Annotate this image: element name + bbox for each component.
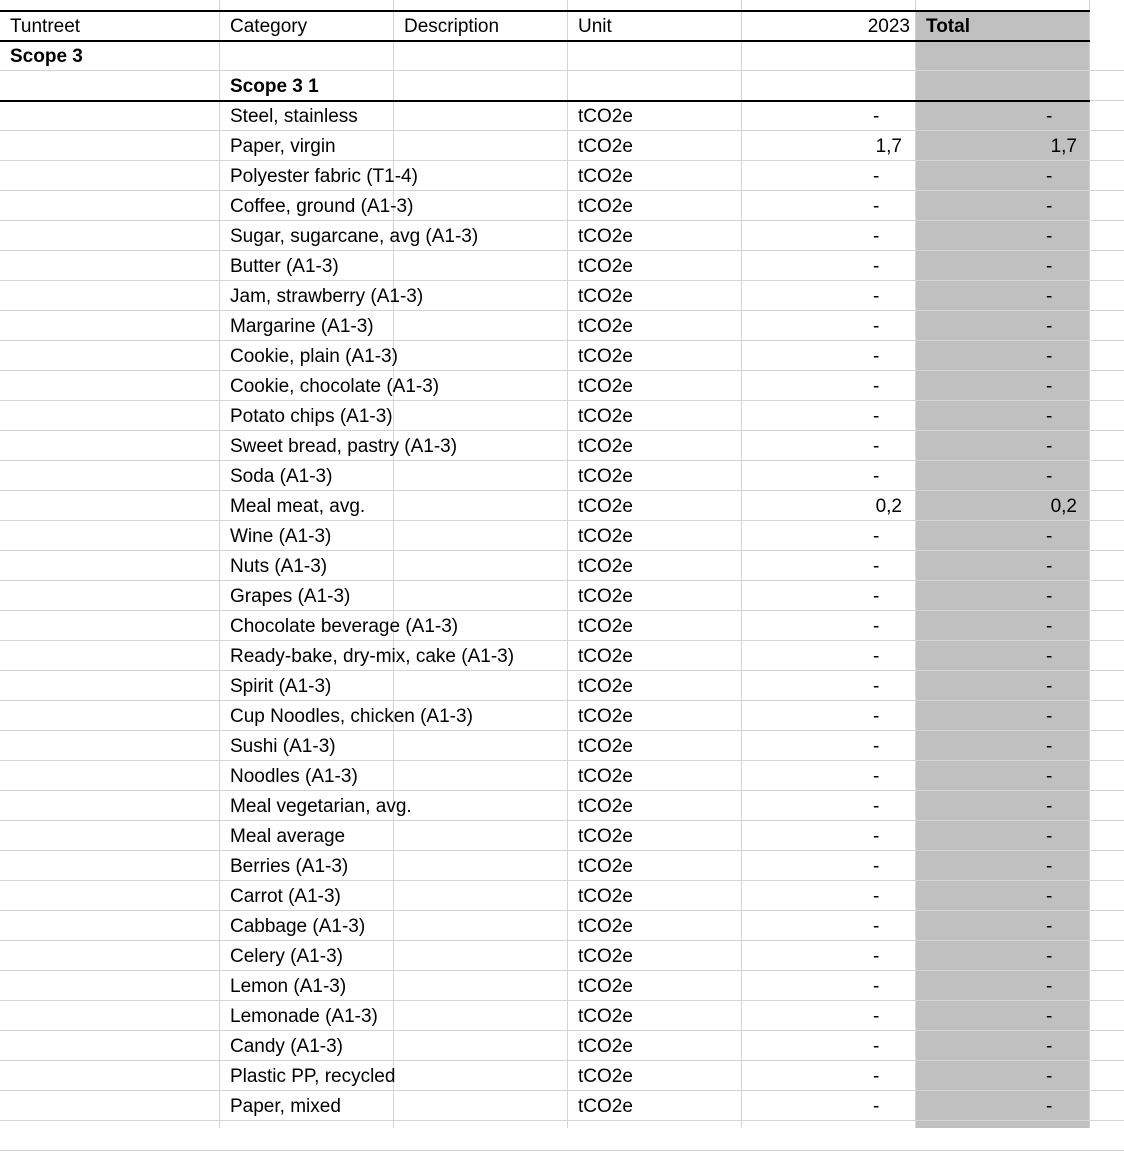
year-cell[interactable]: 0,2 [875, 496, 902, 517]
unit-cell[interactable]: tCO2e [578, 196, 633, 217]
table-row [0, 162, 1124, 192]
table-row [0, 1062, 1124, 1092]
table-row [0, 1002, 1124, 1032]
unit-cell[interactable]: tCO2e [578, 1006, 633, 1027]
total-cell[interactable]: - [1046, 466, 1053, 487]
year-cell[interactable]: - [873, 616, 880, 637]
year-cell[interactable]: - [873, 556, 880, 577]
table-row [0, 522, 1124, 552]
year-cell[interactable]: - [873, 976, 880, 997]
total-cell[interactable]: - [1046, 886, 1053, 907]
table-row [0, 942, 1124, 972]
category-cell[interactable]: Steel, stainless [230, 106, 358, 127]
unit-cell[interactable]: tCO2e [578, 106, 633, 127]
year-cell[interactable]: - [873, 826, 880, 847]
category-cell[interactable]: Sweet bread, pastry (A1-3) [230, 436, 458, 457]
header-bottom-border [0, 40, 1090, 42]
category-cell[interactable]: Lemon (A1-3) [230, 976, 347, 997]
year-cell[interactable]: - [873, 316, 880, 337]
header-row [0, 12, 1124, 42]
total-cell[interactable]: - [1046, 856, 1053, 877]
unit-cell[interactable]: tCO2e [578, 976, 633, 997]
year-cell[interactable]: - [873, 346, 880, 367]
scope-label[interactable]: Scope 3 [10, 46, 83, 67]
table-row [0, 312, 1124, 342]
table-row [0, 762, 1124, 792]
category-cell[interactable]: Cookie, plain (A1-3) [230, 346, 398, 367]
header-unit[interactable]: Unit [578, 16, 612, 37]
total-cell[interactable]: - [1046, 616, 1053, 637]
total-cell[interactable]: - [1046, 586, 1053, 607]
category-cell[interactable]: Candy (A1-3) [230, 1036, 343, 1057]
year-cell[interactable]: - [873, 196, 880, 217]
total-cell[interactable]: - [1046, 106, 1053, 127]
total-cell[interactable]: - [1046, 676, 1053, 697]
table-row [0, 492, 1124, 522]
year-cell[interactable]: - [873, 706, 880, 727]
total-cell[interactable]: 0,2 [1050, 496, 1077, 517]
total-cell[interactable]: - [1046, 1096, 1053, 1117]
table-row [0, 912, 1124, 942]
year-cell[interactable]: - [873, 466, 880, 487]
unit-cell[interactable]: tCO2e [578, 226, 633, 247]
category-cell[interactable]: Celery (A1-3) [230, 946, 343, 967]
category-cell[interactable]: Lemonade (A1-3) [230, 1006, 378, 1027]
total-cell[interactable]: - [1046, 526, 1053, 547]
table-row [0, 372, 1124, 402]
unit-cell[interactable]: tCO2e [578, 496, 633, 517]
year-cell[interactable]: - [873, 166, 880, 187]
unit-cell[interactable]: tCO2e [578, 676, 633, 697]
table-row [0, 582, 1124, 612]
category-cell[interactable]: Grapes (A1-3) [230, 586, 351, 607]
unit-cell[interactable]: tCO2e [578, 286, 633, 307]
unit-cell[interactable]: tCO2e [578, 826, 633, 847]
category-cell[interactable]: Wine (A1-3) [230, 526, 332, 547]
year-cell[interactable]: - [873, 376, 880, 397]
total-cell[interactable]: - [1046, 1006, 1053, 1027]
group-bottom-border [0, 100, 1090, 102]
year-cell[interactable]: - [873, 676, 880, 697]
total-cell[interactable]: - [1046, 316, 1053, 337]
unit-cell[interactable]: tCO2e [578, 646, 633, 667]
year-cell[interactable]: - [873, 286, 880, 307]
unit-cell[interactable]: tCO2e [578, 556, 633, 577]
category-cell[interactable]: Spirit (A1-3) [230, 676, 332, 697]
header-tuntreet[interactable]: Tuntreet [10, 16, 81, 37]
year-cell[interactable]: - [873, 256, 880, 277]
total-cell[interactable]: - [1046, 706, 1053, 727]
table-row [0, 102, 1124, 132]
category-cell[interactable]: Carrot (A1-3) [230, 886, 341, 907]
total-cell[interactable]: - [1046, 736, 1053, 757]
total-cell[interactable]: - [1046, 1066, 1053, 1087]
table-row [0, 132, 1124, 162]
unit-cell[interactable]: tCO2e [578, 346, 633, 367]
total-cell[interactable]: - [1046, 556, 1053, 577]
category-cell[interactable]: Ready-bake, dry-mix, cake (A1-3) [230, 646, 515, 667]
year-cell[interactable]: - [873, 796, 880, 817]
year-cell[interactable]: - [873, 436, 880, 457]
header-description[interactable]: Description [404, 16, 500, 37]
total-cell[interactable]: - [1046, 226, 1053, 247]
table-row [0, 972, 1124, 1002]
year-cell[interactable]: - [873, 886, 880, 907]
unit-cell[interactable]: tCO2e [578, 1096, 633, 1117]
table-row [0, 612, 1124, 642]
unit-cell[interactable]: tCO2e [578, 766, 633, 787]
group-row [0, 72, 1124, 102]
category-cell[interactable]: Noodles (A1-3) [230, 766, 358, 787]
category-cell[interactable]: Paper, mixed [230, 1096, 341, 1117]
table-row [0, 702, 1124, 732]
year-cell[interactable]: - [873, 646, 880, 667]
year-cell[interactable]: - [873, 586, 880, 607]
category-cell[interactable]: Chocolate beverage (A1-3) [230, 616, 459, 637]
year-cell[interactable]: - [873, 406, 880, 427]
table-row [0, 402, 1124, 432]
table-row [0, 882, 1124, 912]
table-row [0, 462, 1124, 492]
category-cell[interactable]: Meal vegetarian, avg. [230, 796, 412, 817]
year-cell[interactable]: - [873, 1066, 880, 1087]
unit-cell[interactable]: tCO2e [578, 796, 633, 817]
year-cell[interactable]: - [873, 1036, 880, 1057]
total-cell[interactable]: - [1046, 286, 1053, 307]
total-cell[interactable]: - [1046, 406, 1053, 427]
unit-cell[interactable]: tCO2e [578, 706, 633, 727]
year-cell[interactable]: - [873, 526, 880, 547]
category-cell[interactable]: Cup Noodles, chicken (A1-3) [230, 706, 473, 727]
table-row [0, 552, 1124, 582]
table-row [0, 1032, 1124, 1062]
unit-cell[interactable]: tCO2e [578, 376, 633, 397]
unit-cell[interactable]: tCO2e [578, 466, 633, 487]
unit-cell[interactable]: tCO2e [578, 316, 633, 337]
category-cell[interactable]: Margarine (A1-3) [230, 316, 374, 337]
total-cell[interactable]: - [1046, 826, 1053, 847]
group-label[interactable]: Scope 3 1 [230, 76, 319, 97]
category-cell[interactable]: Soda (A1-3) [230, 466, 333, 487]
unit-cell[interactable]: tCO2e [578, 166, 633, 187]
unit-cell[interactable]: tCO2e [578, 256, 633, 277]
table-row [0, 222, 1124, 252]
total-cell[interactable]: - [1046, 916, 1053, 937]
header-year[interactable]: 2023 [867, 16, 910, 37]
year-cell[interactable]: - [873, 916, 880, 937]
year-cell[interactable]: - [873, 946, 880, 967]
total-cell[interactable]: - [1046, 436, 1053, 457]
year-cell[interactable]: - [873, 736, 880, 757]
total-cell[interactable]: - [1046, 166, 1053, 187]
category-cell[interactable]: Cabbage (A1-3) [230, 916, 366, 937]
table-row [0, 282, 1124, 312]
header-total[interactable]: Total [926, 16, 970, 37]
unit-cell[interactable]: tCO2e [578, 436, 633, 457]
category-cell[interactable]: Berries (A1-3) [230, 856, 349, 877]
unit-cell[interactable]: tCO2e [578, 856, 633, 877]
category-cell[interactable]: Meal meat, avg. [230, 496, 366, 517]
unit-cell[interactable]: tCO2e [578, 916, 633, 937]
total-cell[interactable]: - [1046, 646, 1053, 667]
year-cell[interactable]: - [873, 226, 880, 247]
unit-cell[interactable]: tCO2e [578, 946, 633, 967]
table-row [0, 252, 1124, 282]
category-cell[interactable]: Paper, virgin [230, 136, 336, 157]
header-top-border [0, 10, 1090, 12]
category-cell[interactable]: Jam, strawberry (A1-3) [230, 286, 424, 307]
total-cell[interactable]: - [1046, 196, 1053, 217]
scope-row [0, 42, 1124, 72]
total-cell[interactable]: - [1046, 346, 1053, 367]
unit-cell[interactable]: tCO2e [578, 616, 633, 637]
header-category[interactable]: Category [230, 16, 308, 37]
category-cell[interactable]: Nuts (A1-3) [230, 556, 328, 577]
year-cell[interactable]: - [873, 106, 880, 127]
total-cell[interactable]: - [1046, 376, 1053, 397]
total-cell[interactable]: - [1046, 1036, 1053, 1057]
unit-cell[interactable]: tCO2e [578, 736, 633, 757]
total-cell[interactable]: - [1046, 796, 1053, 817]
unit-cell[interactable]: tCO2e [578, 1036, 633, 1057]
category-cell[interactable]: Polyester fabric (T1-4) [230, 166, 418, 187]
year-cell[interactable]: - [873, 1096, 880, 1117]
total-cell[interactable]: - [1046, 946, 1053, 967]
total-cell[interactable]: - [1046, 766, 1053, 787]
category-cell[interactable]: Cookie, chocolate (A1-3) [230, 376, 440, 397]
unit-cell[interactable]: tCO2e [578, 886, 633, 907]
total-cell[interactable]: 1,7 [1050, 136, 1077, 157]
category-cell[interactable]: Meal average [230, 826, 346, 847]
table-row [0, 732, 1124, 762]
year-cell[interactable]: - [873, 856, 880, 877]
category-cell[interactable]: Plastic PP, recycled [230, 1066, 396, 1087]
table-row [0, 822, 1124, 852]
unit-cell[interactable]: tCO2e [578, 586, 633, 607]
year-cell[interactable]: - [873, 766, 880, 787]
unit-cell[interactable]: tCO2e [578, 1066, 633, 1087]
unit-cell[interactable]: tCO2e [578, 136, 633, 157]
unit-cell[interactable]: tCO2e [578, 406, 633, 427]
year-cell[interactable]: 1,7 [875, 136, 902, 157]
year-cell[interactable]: - [873, 1006, 880, 1027]
table-row [0, 852, 1124, 882]
table-row [0, 342, 1124, 372]
unit-cell[interactable]: tCO2e [578, 526, 633, 547]
category-cell[interactable]: Coffee, ground (A1-3) [230, 196, 414, 217]
category-cell[interactable]: Sushi (A1-3) [230, 736, 336, 757]
category-cell[interactable]: Potato chips (A1-3) [230, 406, 393, 427]
category-cell[interactable]: Butter (A1-3) [230, 256, 339, 277]
table-row [0, 192, 1124, 222]
category-cell[interactable]: Sugar, sugarcane, avg (A1-3) [230, 226, 479, 247]
table-row [0, 672, 1124, 702]
table-row [0, 1092, 1124, 1122]
table-row [0, 432, 1124, 462]
total-cell[interactable]: - [1046, 256, 1053, 277]
table-row [0, 792, 1124, 822]
table-row [0, 642, 1124, 672]
total-cell[interactable]: - [1046, 976, 1053, 997]
